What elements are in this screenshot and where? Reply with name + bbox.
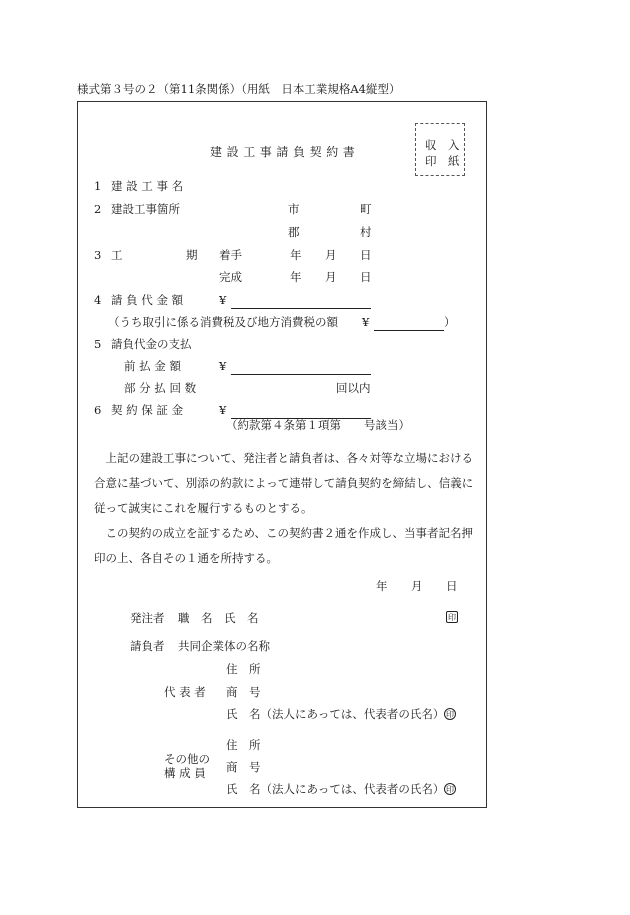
tax-amount-yen: ¥: [362, 315, 370, 329]
rep-seal-mark: 印: [446, 710, 454, 719]
advance-payment-label: 前 払 金 額: [124, 359, 181, 373]
item4-label: 請 負 代 金 額: [111, 293, 184, 307]
jv-name-label: 共同企業体の名称: [178, 639, 270, 653]
contractor-role: 請負者: [130, 639, 165, 653]
item2-number: 2: [94, 202, 102, 216]
item3-number: 3: [94, 248, 102, 262]
other-members-heading-line1: その他の: [164, 752, 210, 766]
stamp-label-line1: 収 入: [425, 138, 460, 152]
guarantee-yen: ¥: [219, 403, 227, 417]
item4-number: 4: [94, 293, 102, 307]
item6-number: 6: [94, 403, 102, 417]
start-label: 着手: [219, 248, 242, 262]
date-year: 年: [376, 579, 388, 593]
item2-district: 郡: [288, 225, 300, 239]
contract-amount-yen: ¥: [219, 293, 227, 307]
end-month: 月: [325, 270, 337, 284]
rep-name-label: 氏 名（法人にあっては、代表者の氏名）: [226, 707, 445, 721]
contract-amount-line: [231, 308, 371, 309]
item2-label: 建設工事箇所: [111, 202, 180, 216]
document-title: 建設工事請負契約書: [210, 145, 360, 159]
orderer-role: 発注者: [130, 611, 165, 625]
orderer-name-label: 職 名 氏 名: [178, 611, 259, 625]
item1-number: 1: [94, 179, 102, 193]
date-day: 日: [446, 579, 458, 593]
start-year: 年: [290, 248, 302, 262]
execution-paragraph: この契約の成立を証するため、この契約書２通を作成し、当事者記名押印の上、各自その１通を所持する。: [94, 526, 474, 565]
form-caption: 様式第３号の２（第11条関係）（用紙 日本工業規格A4縦型）: [77, 82, 401, 96]
tax-note: （うち取引に係る消費税及び地方消費税の額: [108, 315, 338, 329]
end-label: 完成: [219, 270, 242, 284]
item2-village: 村: [360, 225, 372, 239]
guarantee-note: （約款第４条第１項第 号該当）: [226, 418, 410, 432]
item5-number: 5: [94, 337, 102, 351]
advance-payment-yen: ¥: [219, 359, 227, 373]
item3-label-part2: 期: [186, 248, 198, 262]
item3-label-part1: 工: [111, 248, 123, 262]
partial-payment-label: 部 分 払 回 数: [124, 381, 197, 395]
representative-heading: 代 表 者: [164, 685, 206, 699]
member-seal-mark: 印: [446, 785, 454, 794]
end-year: 年: [290, 270, 302, 284]
item6-label: 契 約 保 証 金: [111, 403, 184, 417]
advance-payment-line: [231, 374, 371, 375]
member-trade-name-label: 商 号: [226, 760, 261, 774]
member-name-label: 氏 名（法人にあっては、代表者の氏名）: [226, 782, 445, 796]
other-members-heading-line2: 構 成 員: [164, 766, 206, 780]
start-month: 月: [325, 248, 337, 262]
end-day: 日: [360, 270, 372, 284]
member-address-label: 住 所: [226, 738, 261, 752]
stamp-label-line2: 印 紙: [425, 154, 460, 168]
tax-note-close: ）: [444, 315, 456, 329]
item2-city: 市: [288, 202, 300, 216]
start-day: 日: [360, 248, 372, 262]
partial-payment-suffix: 回以内: [336, 381, 371, 395]
item2-town: 町: [360, 202, 372, 216]
rep-trade-name-label: 商 号: [226, 685, 261, 699]
tax-amount-line: [374, 330, 444, 331]
revenue-stamp-box: [415, 123, 465, 176]
orderer-seal-mark: 印: [448, 613, 456, 622]
item5-label: 請負代金の支払: [111, 337, 192, 351]
item1-label: 建 設 工 事 名: [111, 179, 184, 193]
date-month: 月: [411, 579, 423, 593]
rep-address-label: 住 所: [226, 662, 261, 676]
agreement-paragraph: 上記の建設工事について、発注者と請負者は、各々対等な立場における合意に基づいて、別添の約款によって連帯して請負契約を締結し、信義に従って誠実にこれを履行するものとする。: [94, 451, 474, 515]
